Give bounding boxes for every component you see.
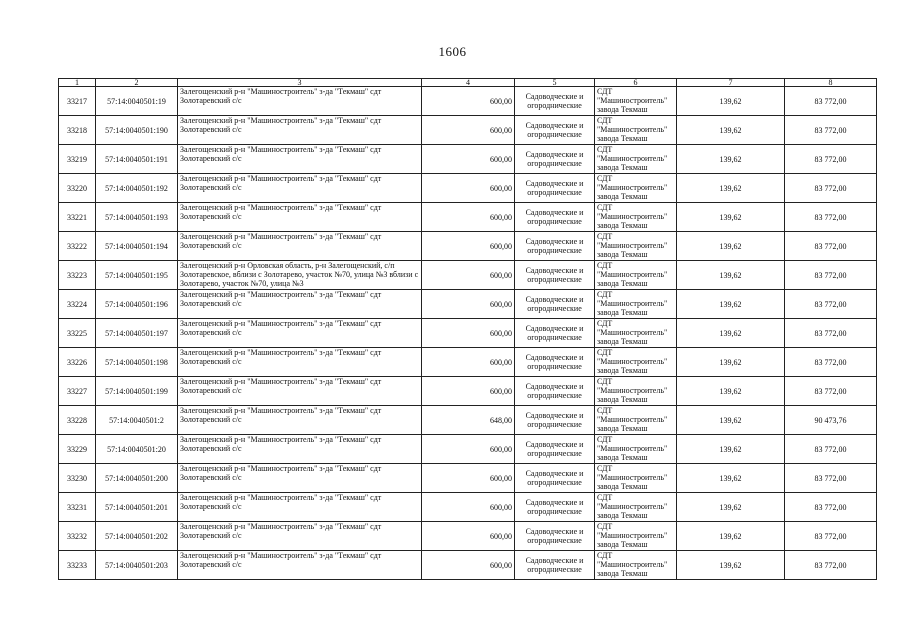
- owner-cell: [595, 522, 677, 551]
- area-cell: 600,00: [422, 203, 515, 232]
- owner-line: СДТ: [597, 551, 613, 560]
- owner-line: завода Текмаш: [597, 279, 648, 288]
- cadastral-value-cell: 83 772,00: [785, 145, 877, 174]
- land-category-line: огороднические: [527, 188, 582, 197]
- owner-line: "Машиностроитель": [597, 473, 668, 482]
- owner-line: "Машиностроитель": [597, 357, 668, 366]
- address-cell: Залегощенский р-н "Машиностроитель" з-да "Текмаш" сдт Золотаревский с/с: [178, 551, 422, 580]
- table-row: [59, 290, 877, 319]
- column-number-row: [59, 79, 877, 87]
- owner-line: СДТ: [597, 87, 613, 96]
- owner-line: завода Текмаш: [597, 250, 648, 259]
- unit-price-cell: 139,62: [677, 551, 785, 580]
- area-cell: 600,00: [422, 435, 515, 464]
- column-header: 3: [178, 79, 422, 87]
- cadastral-number-cell: 57:14:0040501:197: [96, 319, 178, 348]
- cadastral-value-cell: 83 772,00: [785, 116, 877, 145]
- cadastral-number-cell: 57:14:0040501:202: [96, 522, 178, 551]
- address-cell: Залегощенский р-н "Машиностроитель" з-да "Текмаш" сдт Золотаревский с/с: [178, 464, 422, 493]
- land-category-cell: [515, 435, 595, 464]
- owner-cell: [595, 174, 677, 203]
- cadastral-value-cell: 83 772,00: [785, 232, 877, 261]
- owner-line: завода Текмаш: [597, 134, 648, 143]
- land-category-line: огороднические: [527, 159, 582, 168]
- row-number-cell: 33233: [59, 551, 96, 580]
- address-cell: Залегощенский р-н Орловская область, р-н Залегощенский, с/п Золотаревское, вблизи с Золотарево, участок №70, улица №3 вблизи с Золотарево, участок №70, улица №3: [178, 261, 422, 290]
- column-header: 1: [59, 79, 96, 87]
- owner-cell: [595, 464, 677, 493]
- area-cell: 600,00: [422, 145, 515, 174]
- table-row: [59, 261, 877, 290]
- unit-price-cell: 139,62: [677, 290, 785, 319]
- cadastral-number-cell: 57:14:0040501:20: [96, 435, 178, 464]
- unit-price-cell: 139,62: [677, 232, 785, 261]
- column-header: 2: [96, 79, 178, 87]
- area-cell: 600,00: [422, 87, 515, 116]
- cadastral-number-cell: 57:14:0040501:191: [96, 145, 178, 174]
- owner-cell: [595, 551, 677, 580]
- owner-line: СДТ: [597, 435, 613, 444]
- land-category-line: Садоводческие и: [525, 440, 584, 449]
- land-category-cell: [515, 290, 595, 319]
- cadastral-number-cell: 57:14:0040501:201: [96, 493, 178, 522]
- cadastral-number-cell: 57:14:0040501:195: [96, 261, 178, 290]
- land-category-line: Садоводческие и: [525, 295, 584, 304]
- owner-cell: [595, 87, 677, 116]
- row-number-cell: 33224: [59, 290, 96, 319]
- address-cell: Залегощенский р-н "Машиностроитель" з-да "Текмаш" сдт Золотаревский с/с: [178, 174, 422, 203]
- owner-line: СДТ: [597, 116, 613, 125]
- owner-line: завода Текмаш: [597, 424, 648, 433]
- owner-cell: [595, 232, 677, 261]
- owner-cell: [595, 290, 677, 319]
- area-cell: 600,00: [422, 551, 515, 580]
- unit-price-cell: 139,62: [677, 174, 785, 203]
- address-cell: Залегощенский р-н "Машиностроитель" з-да "Текмаш" сдт Золотаревский с/с: [178, 203, 422, 232]
- column-header: 7: [677, 79, 785, 87]
- owner-line: "Машиностроитель": [597, 241, 668, 250]
- table-row: [59, 145, 877, 174]
- owner-line: завода Текмаш: [597, 308, 648, 317]
- table-row: [59, 377, 877, 406]
- area-cell: 600,00: [422, 377, 515, 406]
- cadastral-value-cell: 83 772,00: [785, 174, 877, 203]
- land-category-line: огороднические: [527, 449, 582, 458]
- land-category-cell: [515, 261, 595, 290]
- address-cell: Залегощенский р-н "Машиностроитель" з-да "Текмаш" сдт Золотаревский с/с: [178, 319, 422, 348]
- land-category-cell: [515, 232, 595, 261]
- owner-line: СДТ: [597, 522, 613, 531]
- land-category-line: Садоводческие и: [525, 237, 584, 246]
- row-number-cell: 33223: [59, 261, 96, 290]
- cadastral-number-cell: 57:14:0040501:200: [96, 464, 178, 493]
- area-cell: 600,00: [422, 290, 515, 319]
- owner-cell: [595, 145, 677, 174]
- table-row: [59, 493, 877, 522]
- owner-line: завода Текмаш: [597, 540, 648, 549]
- land-category-cell: [515, 203, 595, 232]
- row-number-cell: 33221: [59, 203, 96, 232]
- column-header: 8: [785, 79, 877, 87]
- owner-line: СДТ: [597, 319, 613, 328]
- unit-price-cell: 139,62: [677, 261, 785, 290]
- table-row: [59, 174, 877, 203]
- table-row: [59, 435, 877, 464]
- address-cell: Залегощенский р-н "Машиностроитель" з-да "Текмаш" сдт Золотаревский с/с: [178, 232, 422, 261]
- area-cell: 600,00: [422, 464, 515, 493]
- owner-line: СДТ: [597, 464, 613, 473]
- row-number-cell: 33227: [59, 377, 96, 406]
- land-category-cell: [515, 551, 595, 580]
- table-row: [59, 87, 877, 116]
- owner-line: завода Текмаш: [597, 366, 648, 375]
- owner-line: завода Текмаш: [597, 337, 648, 346]
- land-category-line: огороднические: [527, 478, 582, 487]
- owner-line: "Машиностроитель": [597, 125, 668, 134]
- land-category-cell: [515, 493, 595, 522]
- address-cell: Залегощенский р-н "Машиностроитель" з-да "Текмаш" сдт Золотаревский с/с: [178, 145, 422, 174]
- row-number-cell: 33232: [59, 522, 96, 551]
- land-category-line: Садоводческие и: [525, 498, 584, 507]
- owner-line: "Машиностроитель": [597, 154, 668, 163]
- area-cell: 648,00: [422, 406, 515, 435]
- owner-line: "Машиностроитель": [597, 415, 668, 424]
- address-cell: Залегощенский р-н "Машиностроитель" з-да "Текмаш" сдт Золотаревский с/с: [178, 522, 422, 551]
- row-number-cell: 33222: [59, 232, 96, 261]
- area-cell: 600,00: [422, 261, 515, 290]
- land-category-cell: [515, 145, 595, 174]
- land-category-line: Садоводческие и: [525, 469, 584, 478]
- owner-line: завода Текмаш: [597, 163, 648, 172]
- land-category-line: огороднические: [527, 246, 582, 255]
- owner-line: "Машиностроитель": [597, 212, 668, 221]
- land-category-line: Садоводческие и: [525, 382, 584, 391]
- column-header: 5: [515, 79, 595, 87]
- unit-price-cell: 139,62: [677, 464, 785, 493]
- land-category-line: огороднические: [527, 217, 582, 226]
- land-category-line: Садоводческие и: [525, 150, 584, 159]
- row-number-cell: 33228: [59, 406, 96, 435]
- land-category-line: огороднические: [527, 362, 582, 371]
- address-cell: Залегощенский р-н "Машиностроитель" з-да "Текмаш" сдт Золотаревский с/с: [178, 116, 422, 145]
- table-row: [59, 232, 877, 261]
- cadastral-value-cell: 83 772,00: [785, 377, 877, 406]
- area-cell: 600,00: [422, 522, 515, 551]
- land-category-line: Садоводческие и: [525, 324, 584, 333]
- owner-line: СДТ: [597, 145, 613, 154]
- owner-cell: [595, 319, 677, 348]
- unit-price-cell: 139,62: [677, 435, 785, 464]
- row-number-cell: 33220: [59, 174, 96, 203]
- owner-line: "Машиностроитель": [597, 299, 668, 308]
- owner-line: "Машиностроитель": [597, 96, 668, 105]
- cadastral-value-cell: 83 772,00: [785, 522, 877, 551]
- owner-line: "Машиностроитель": [597, 270, 668, 279]
- owner-line: "Машиностроитель": [597, 328, 668, 337]
- cadastral-value-cell: 83 772,00: [785, 261, 877, 290]
- cadastral-value-cell: 83 772,00: [785, 493, 877, 522]
- cadastral-number-cell: 57:14:0040501:198: [96, 348, 178, 377]
- owner-line: завода Текмаш: [597, 511, 648, 520]
- area-cell: 600,00: [422, 232, 515, 261]
- land-category-line: Садоводческие и: [525, 208, 584, 217]
- table-row: [59, 406, 877, 435]
- address-cell: Залегощенский р-н "Машиностроитель" з-да "Текмаш" сдт Золотаревский с/с: [178, 377, 422, 406]
- owner-line: "Машиностроитель": [597, 502, 668, 511]
- table-row: [59, 522, 877, 551]
- unit-price-cell: 139,62: [677, 377, 785, 406]
- unit-price-cell: 139,62: [677, 116, 785, 145]
- owner-line: завода Текмаш: [597, 192, 648, 201]
- address-cell: Залегощенский р-н "Машиностроитель" з-да "Текмаш" сдт Золотаревский с/с: [178, 493, 422, 522]
- land-category-line: огороднические: [527, 130, 582, 139]
- land-category-cell: [515, 87, 595, 116]
- land-category-cell: [515, 174, 595, 203]
- unit-price-cell: 139,62: [677, 493, 785, 522]
- cadastral-value-cell: 83 772,00: [785, 464, 877, 493]
- cadastral-number-cell: 57:14:0040501:192: [96, 174, 178, 203]
- owner-cell: [595, 377, 677, 406]
- land-category-line: Садоводческие и: [525, 411, 584, 420]
- owner-line: СДТ: [597, 406, 613, 415]
- owner-line: СДТ: [597, 232, 613, 241]
- owner-line: СДТ: [597, 261, 613, 270]
- table-row: [59, 551, 877, 580]
- address-cell: Залегощенский р-н "Машиностроитель" з-да "Текмаш" сдт Золотаревский с/с: [178, 406, 422, 435]
- owner-cell: [595, 406, 677, 435]
- owner-cell: [595, 435, 677, 464]
- cadastral-value-cell: 83 772,00: [785, 435, 877, 464]
- land-category-line: огороднические: [527, 565, 582, 574]
- owner-line: "Машиностроитель": [597, 444, 668, 453]
- table-body: [59, 87, 877, 580]
- land-category-line: огороднические: [527, 536, 582, 545]
- land-category-cell: [515, 464, 595, 493]
- owner-cell: [595, 493, 677, 522]
- row-number-cell: 33225: [59, 319, 96, 348]
- cadastral-number-cell: 57:14:0040501:199: [96, 377, 178, 406]
- table-row: [59, 203, 877, 232]
- cadastral-number-cell: 57:14:0040501:19: [96, 87, 178, 116]
- land-category-line: Садоводческие и: [525, 92, 584, 101]
- owner-line: СДТ: [597, 174, 613, 183]
- unit-price-cell: 139,62: [677, 203, 785, 232]
- land-category-line: огороднические: [527, 304, 582, 313]
- row-number-cell: 33231: [59, 493, 96, 522]
- owner-line: СДТ: [597, 290, 613, 299]
- owner-line: завода Текмаш: [597, 395, 648, 404]
- unit-price-cell: 139,62: [677, 348, 785, 377]
- address-cell: Залегощенский р-н "Машиностроитель" з-да "Текмаш" сдт Золотаревский с/с: [178, 290, 422, 319]
- land-category-cell: [515, 319, 595, 348]
- land-category-cell: [515, 522, 595, 551]
- land-category-line: Садоводческие и: [525, 353, 584, 362]
- table-row: [59, 319, 877, 348]
- owner-cell: [595, 116, 677, 145]
- cadastral-value-cell: 83 772,00: [785, 348, 877, 377]
- land-category-cell: [515, 406, 595, 435]
- row-number-cell: 33219: [59, 145, 96, 174]
- cadastral-number-cell: 57:14:0040501:193: [96, 203, 178, 232]
- land-category-line: Садоводческие и: [525, 556, 584, 565]
- owner-line: "Машиностроитель": [597, 183, 668, 192]
- owner-line: завода Текмаш: [597, 482, 648, 491]
- cadastral-number-cell: 57:14:0040501:203: [96, 551, 178, 580]
- unit-price-cell: 139,62: [677, 87, 785, 116]
- page-number: 1606: [438, 44, 467, 59]
- land-category-line: Садоводческие и: [525, 527, 584, 536]
- land-category-line: огороднические: [527, 420, 582, 429]
- land-category-line: огороднические: [527, 507, 582, 516]
- cadastral-number-cell: 57:14:0040501:2: [96, 406, 178, 435]
- row-number-cell: 33217: [59, 87, 96, 116]
- land-category-line: Садоводческие и: [525, 179, 584, 188]
- unit-price-cell: 139,62: [677, 319, 785, 348]
- owner-line: завода Текмаш: [597, 105, 648, 114]
- land-registry-table: [58, 78, 877, 580]
- cadastral-number-cell: 57:14:0040501:194: [96, 232, 178, 261]
- area-cell: 600,00: [422, 348, 515, 377]
- owner-line: "Машиностроитель": [597, 560, 668, 569]
- column-header: 6: [595, 79, 677, 87]
- area-cell: 600,00: [422, 319, 515, 348]
- owner-line: "Машиностроитель": [597, 531, 668, 540]
- owner-line: СДТ: [597, 348, 613, 357]
- row-number-cell: 33218: [59, 116, 96, 145]
- land-category-line: огороднические: [527, 101, 582, 110]
- cadastral-value-cell: 83 772,00: [785, 87, 877, 116]
- area-cell: 600,00: [422, 174, 515, 203]
- area-cell: 600,00: [422, 493, 515, 522]
- owner-line: "Машиностроитель": [597, 386, 668, 395]
- cadastral-number-cell: 57:14:0040501:196: [96, 290, 178, 319]
- address-cell: Залегощенский р-н "Машиностроитель" з-да "Текмаш" сдт Золотаревский с/с: [178, 435, 422, 464]
- land-category-cell: [515, 348, 595, 377]
- unit-price-cell: 139,62: [677, 145, 785, 174]
- owner-line: завода Текмаш: [597, 221, 648, 230]
- cadastral-value-cell: 83 772,00: [785, 203, 877, 232]
- cadastral-value-cell: 83 772,00: [785, 551, 877, 580]
- land-category-line: огороднические: [527, 391, 582, 400]
- land-category-line: Садоводческие и: [525, 266, 584, 275]
- address-cell: Залегощенский р-н "Машиностроитель" з-да "Текмаш" сдт Золотаревский с/с: [178, 348, 422, 377]
- area-cell: 600,00: [422, 116, 515, 145]
- owner-line: завода Текмаш: [597, 569, 648, 578]
- owner-cell: [595, 261, 677, 290]
- owner-cell: [595, 203, 677, 232]
- address-cell: Залегощенский р-н "Машиностроитель" з-да "Текмаш" сдт Золотаревский с/с: [178, 87, 422, 116]
- table-row: [59, 464, 877, 493]
- table-row: [59, 116, 877, 145]
- owner-line: СДТ: [597, 377, 613, 386]
- land-category-line: Садоводческие и: [525, 121, 584, 130]
- row-number-cell: 33226: [59, 348, 96, 377]
- unit-price-cell: 139,62: [677, 522, 785, 551]
- unit-price-cell: 139,62: [677, 406, 785, 435]
- cadastral-number-cell: 57:14:0040501:190: [96, 116, 178, 145]
- cadastral-value-cell: 90 473,76: [785, 406, 877, 435]
- land-category-cell: [515, 377, 595, 406]
- land-category-line: огороднические: [527, 333, 582, 342]
- row-number-cell: 33229: [59, 435, 96, 464]
- cadastral-value-cell: 83 772,00: [785, 290, 877, 319]
- land-category-line: огороднические: [527, 275, 582, 284]
- land-category-cell: [515, 116, 595, 145]
- table-row: [59, 348, 877, 377]
- column-header: 4: [422, 79, 515, 87]
- owner-line: завода Текмаш: [597, 453, 648, 462]
- cadastral-value-cell: 83 772,00: [785, 319, 877, 348]
- owner-line: СДТ: [597, 493, 613, 502]
- owner-line: СДТ: [597, 203, 613, 212]
- row-number-cell: 33230: [59, 464, 96, 493]
- owner-cell: [595, 348, 677, 377]
